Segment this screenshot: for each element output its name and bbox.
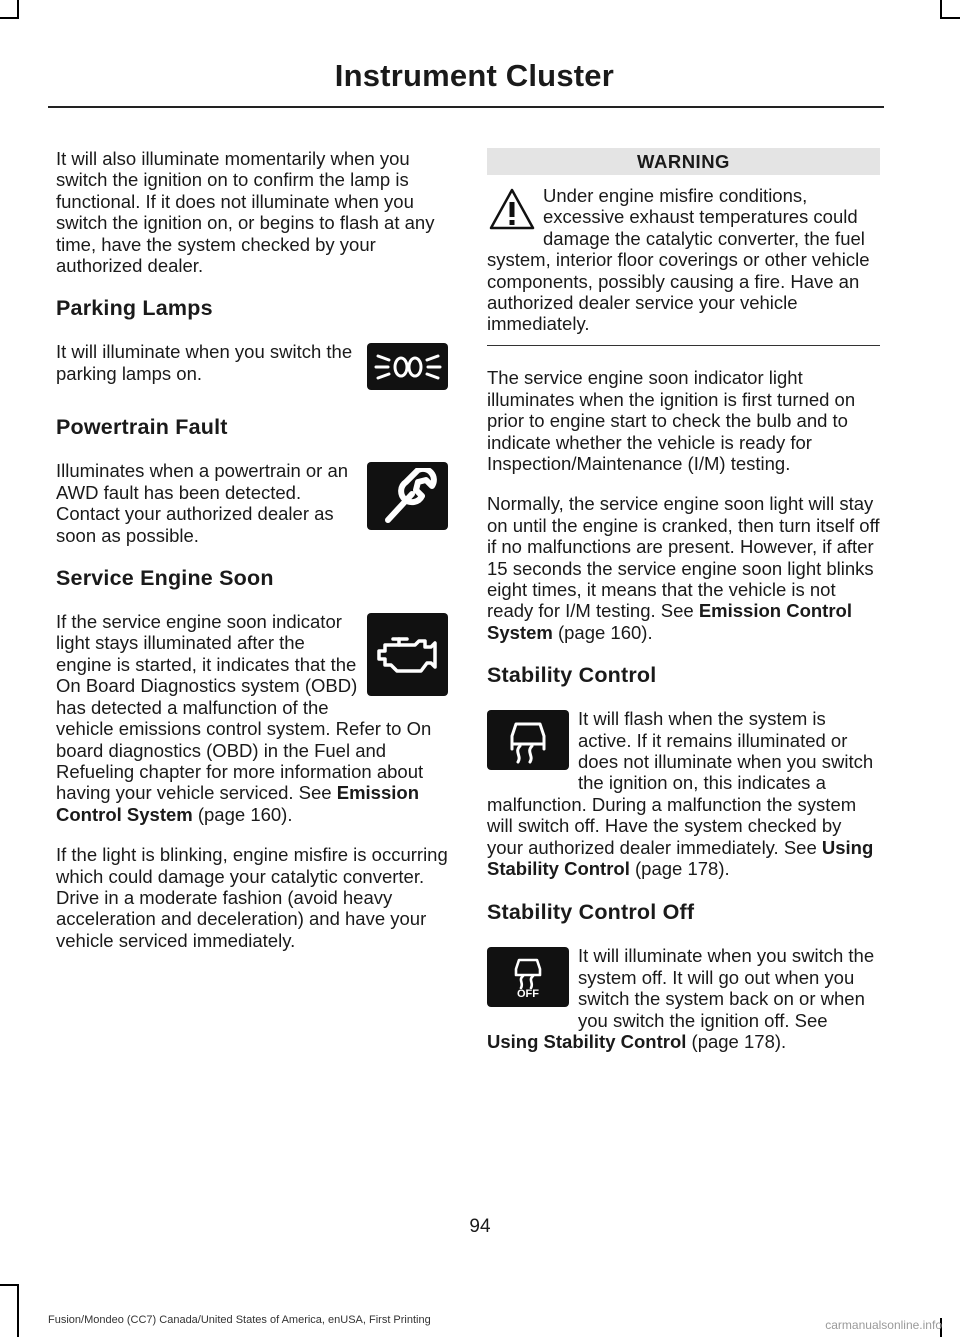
using-stability-control-link[interactable]: Using Stability Control — [487, 836, 874, 880]
warning-triangle-icon — [489, 187, 535, 231]
parking-lamps-text: It will illuminate when you switch the parking lamps on. — [56, 341, 353, 384]
page-reference: (page 160). — [197, 803, 293, 825]
warning-banner: WARNING — [487, 148, 880, 175]
service-engine-soon-heading: Service Engine Soon — [56, 566, 274, 591]
header-divider — [48, 106, 884, 108]
stability-control-off-heading: Stability Control Off — [487, 900, 695, 925]
page-reference: (page 160). — [557, 621, 653, 643]
parking-lamps-section — [56, 341, 448, 394]
right-column — [487, 148, 880, 1053]
watermark: carmanualsonline.info — [825, 1318, 942, 1332]
service-engine-section — [56, 611, 448, 825]
page-reference: (page 178). — [635, 858, 730, 880]
stability-control-section — [487, 708, 880, 879]
using-stability-control-link[interactable]: Using Stability Control — [487, 1031, 687, 1053]
stability-control-heading: Stability Control — [487, 663, 657, 688]
page-reference: (page 178). — [691, 1031, 787, 1053]
crop-mark — [941, 17, 960, 19]
left-column — [56, 148, 448, 970]
off-label: OFF — [517, 987, 539, 1000]
service-engine-text: If the service engine soon indicator light stays illuminated after the engine is started, it indicates that the On Board Diagnostics system (OBD) has detected a malfunction of the vehicle emissions control system. Refer to On board diagnostics (OBD) in the Fuel and Refueling chapter for more information about having your vehicle serviced. See — [56, 611, 432, 804]
crop-mark — [17, 1284, 19, 1337]
crop-mark — [0, 17, 19, 19]
warning-divider — [487, 345, 880, 347]
normal-operation-paragraph: Normally, the service engine soon light will stay on until the engine is cranked, then turn itself off if no malfunctions are present. However, if after 15 seconds the service engine soon light blinks eight times, it means that the vehicle is not ready for I/M testing. See — [487, 493, 880, 622]
emission-control-link[interactable]: Emission Control System — [56, 782, 419, 825]
warning-block — [487, 185, 880, 335]
emission-control-link[interactable]: Emission Control System — [487, 600, 852, 643]
stability-control-off-section — [487, 945, 880, 1052]
powertrain-fault-text: Illuminates when a powertrain or an AWD fault has been detected. Contact your authorized dealer as soon as possible. — [56, 460, 349, 546]
powertrain-fault-section — [56, 460, 448, 546]
stability-control-icon — [487, 710, 569, 770]
page-title: Instrument Cluster — [334, 58, 614, 93]
wrench-icon — [367, 462, 448, 530]
stability-control-text: It will flash when the system is active. If it remains illuminated or does not illuminate when you switch the ignition on, this indicates a malfunction. During a malfunction the system will switch off. Have the system checked by your authorized dealer immediately. See — [487, 708, 874, 858]
indicator-paragraph: The service engine soon indicator light illuminates when the ignition is first turned on prior to engine start to check the bulb and to indicate whether the vehicle is ready for Inspection/Maintenance (I/M) testing. — [487, 367, 856, 474]
warning-text: Under engine misfire conditions, excessive exhaust temperatures could damage the catalytic converter, the fuel system, interior floor coverings or other vehicle components, possibly causing a fire. Have an authorized dealer service your vehicle immediately. — [487, 185, 870, 335]
parking-lamps-icon — [367, 343, 448, 390]
intro-paragraph: It will also illuminate momentarily when you switch the ignition on to confirm the lamp is functional. If it does not illuminate when you switch the ignition on, or begins to flash at any time, have the system checked by your authorized dealer. — [56, 148, 435, 277]
page-number: 94 — [469, 1216, 491, 1237]
stability-control-off-text: It will illuminate when you switch the system off. It will go out when you switch the system back on or when you switch the ignition off. See — [578, 945, 875, 1031]
crop-mark — [0, 1284, 19, 1286]
edition-footer: Fusion/Mondeo (CC7) Canada/United States of America, enUSA, First Printing — [48, 1314, 431, 1326]
powertrain-fault-heading: Powertrain Fault — [56, 415, 228, 440]
engine-icon — [367, 613, 448, 696]
blinking-paragraph: If the light is blinking, engine misfire is occurring which could damage your catalytic converter. Drive in a moderate fashion (avoid heavy acceleration and deceleration) and have your vehicle serviced immediately. — [56, 844, 448, 951]
parking-lamps-heading: Parking Lamps — [56, 296, 213, 321]
stability-control-off-icon — [487, 947, 569, 1007]
